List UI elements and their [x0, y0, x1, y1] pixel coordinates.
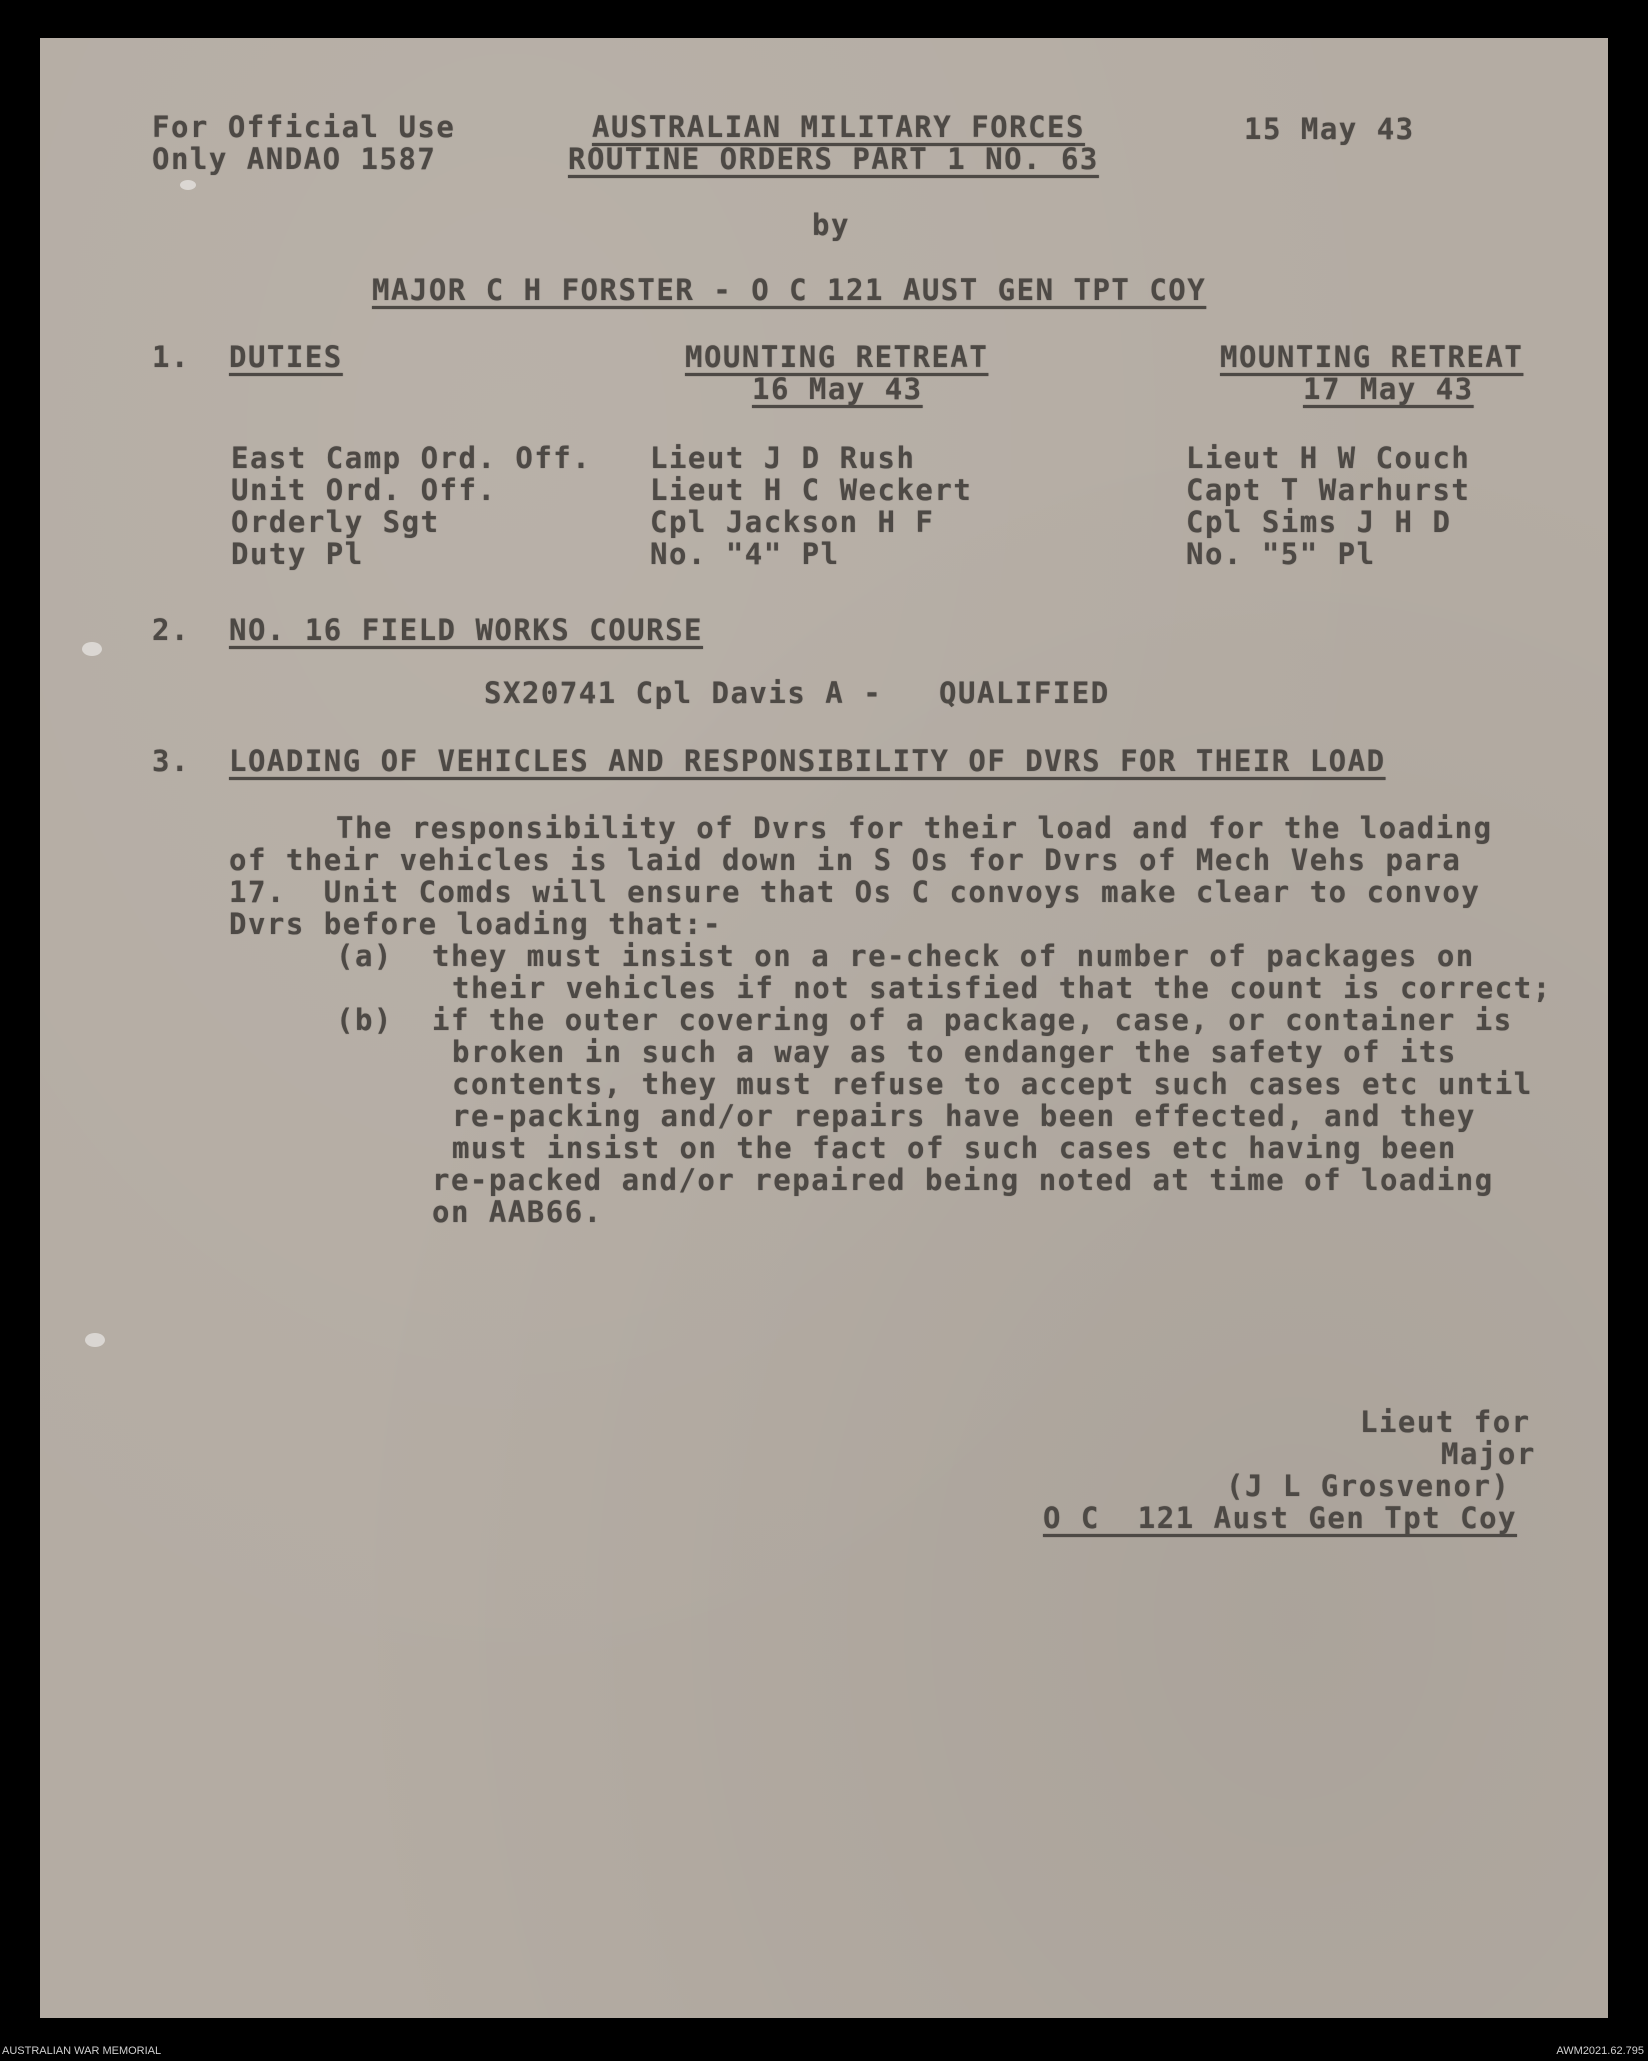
paper-mark	[85, 1333, 105, 1347]
paragraph-line: 17. Unit Comds will ensure that Os C convoys make clear to convoy	[229, 875, 1481, 909]
course-result-line: SX20741 Cpl Davis A - QUALIFIED	[484, 676, 1110, 710]
paper-mark	[180, 180, 196, 190]
list-item-b-line: must insist on the fact of such cases etc having been	[452, 1131, 1457, 1165]
duty-assignee-day2: No. "5" Pl	[1186, 537, 1376, 571]
duty-assignee-day2: Lieut H W Couch	[1186, 441, 1471, 475]
document-date: 15 May 43	[1244, 112, 1415, 146]
column-heading-day2-line2: 17 May 43	[1303, 372, 1474, 406]
archive-footer-right: AWM2021.62.795	[1556, 2045, 1644, 2057]
paragraph-line: of their vehicles is laid down in S Os for Dvrs of Mech Vehs para	[229, 843, 1462, 877]
section-3-number: 3.	[152, 744, 190, 778]
column-heading-day1-line2: 16 May 43	[752, 372, 923, 406]
duty-assignee-day2: Capt T Warhurst	[1186, 473, 1471, 507]
signature-name: (J L Grosvenor)	[1226, 1469, 1511, 1503]
duty-assignee-day1: Lieut J D Rush	[650, 441, 916, 475]
list-item-a-line: their vehicles if not satisfied that the count is correct;	[452, 971, 1552, 1005]
paragraph-line: The responsibility of Dvrs for their load and for the loading	[336, 811, 1493, 845]
list-item-b-label: (b)	[336, 1003, 393, 1037]
duty-assignee-day1: No. "4" Pl	[650, 537, 840, 571]
duty-assignee-day1: Cpl Jackson H F	[650, 505, 935, 539]
duty-name: Duty Pl	[231, 537, 364, 571]
classification-line-2: Only ANDAO 1587	[152, 142, 437, 176]
paper-mark	[82, 642, 102, 656]
section-1-number: 1.	[152, 340, 190, 374]
archive-footer-left: AUSTRALIAN WAR MEMORIAL	[2, 2045, 162, 2057]
signature-unit: O C 121 Aust Gen Tpt Coy	[1043, 1501, 1517, 1535]
list-item-b-line: on AAB66.	[432, 1195, 603, 1229]
duty-assignee-day2: Cpl Sims J H D	[1186, 505, 1452, 539]
duty-name: Unit Ord. Off.	[231, 473, 497, 507]
section-2-heading: NO. 16 FIELD WORKS COURSE	[229, 613, 703, 647]
document-title-line-2: ROUTINE ORDERS PART 1 NO. 63	[568, 142, 1099, 176]
list-item-b-line: contents, they must refuse to accept such cases etc until	[452, 1067, 1533, 1101]
list-item-b-line: broken in such a way as to endanger the safety of its	[452, 1035, 1457, 1069]
list-item-a-line: they must insist on a re-check of number of packages on	[432, 939, 1475, 973]
section-1-heading: DUTIES	[229, 340, 343, 374]
column-heading-day2-line1: MOUNTING RETREAT	[1220, 340, 1524, 374]
list-item-b-line: re-packed and/or repaired being noted at time of loading	[432, 1163, 1494, 1197]
duty-name: East Camp Ord. Off.	[231, 441, 592, 475]
list-item-b-line: re-packing and/or repairs have been effected, and they	[452, 1099, 1476, 1133]
document-title-line-1: AUSTRALIAN MILITARY FORCES	[592, 110, 1085, 144]
list-item-a-label: (a)	[336, 939, 393, 973]
duty-assignee-day1: Lieut H C Weckert	[650, 473, 973, 507]
issuer-line: MAJOR C H FORSTER - O C 121 AUST GEN TPT COY	[372, 273, 1207, 307]
classification-line-1: For Official Use	[152, 110, 456, 144]
column-heading-day1-line1: MOUNTING RETREAT	[685, 340, 989, 374]
list-item-b-line: if the outer covering of a package, case, or container is	[432, 1003, 1513, 1037]
section-3-heading: LOADING OF VEHICLES AND RESPONSIBILITY OF DVRS FOR THEIR LOAD	[229, 744, 1386, 778]
duty-name: Orderly Sgt	[231, 505, 440, 539]
signature-line-1: Lieut for	[1360, 1405, 1531, 1439]
section-2-number: 2.	[152, 613, 190, 647]
paragraph-line: Dvrs before loading that:-	[229, 907, 722, 941]
by-label: by	[812, 208, 850, 242]
signature-line-2: Major	[1441, 1437, 1536, 1471]
